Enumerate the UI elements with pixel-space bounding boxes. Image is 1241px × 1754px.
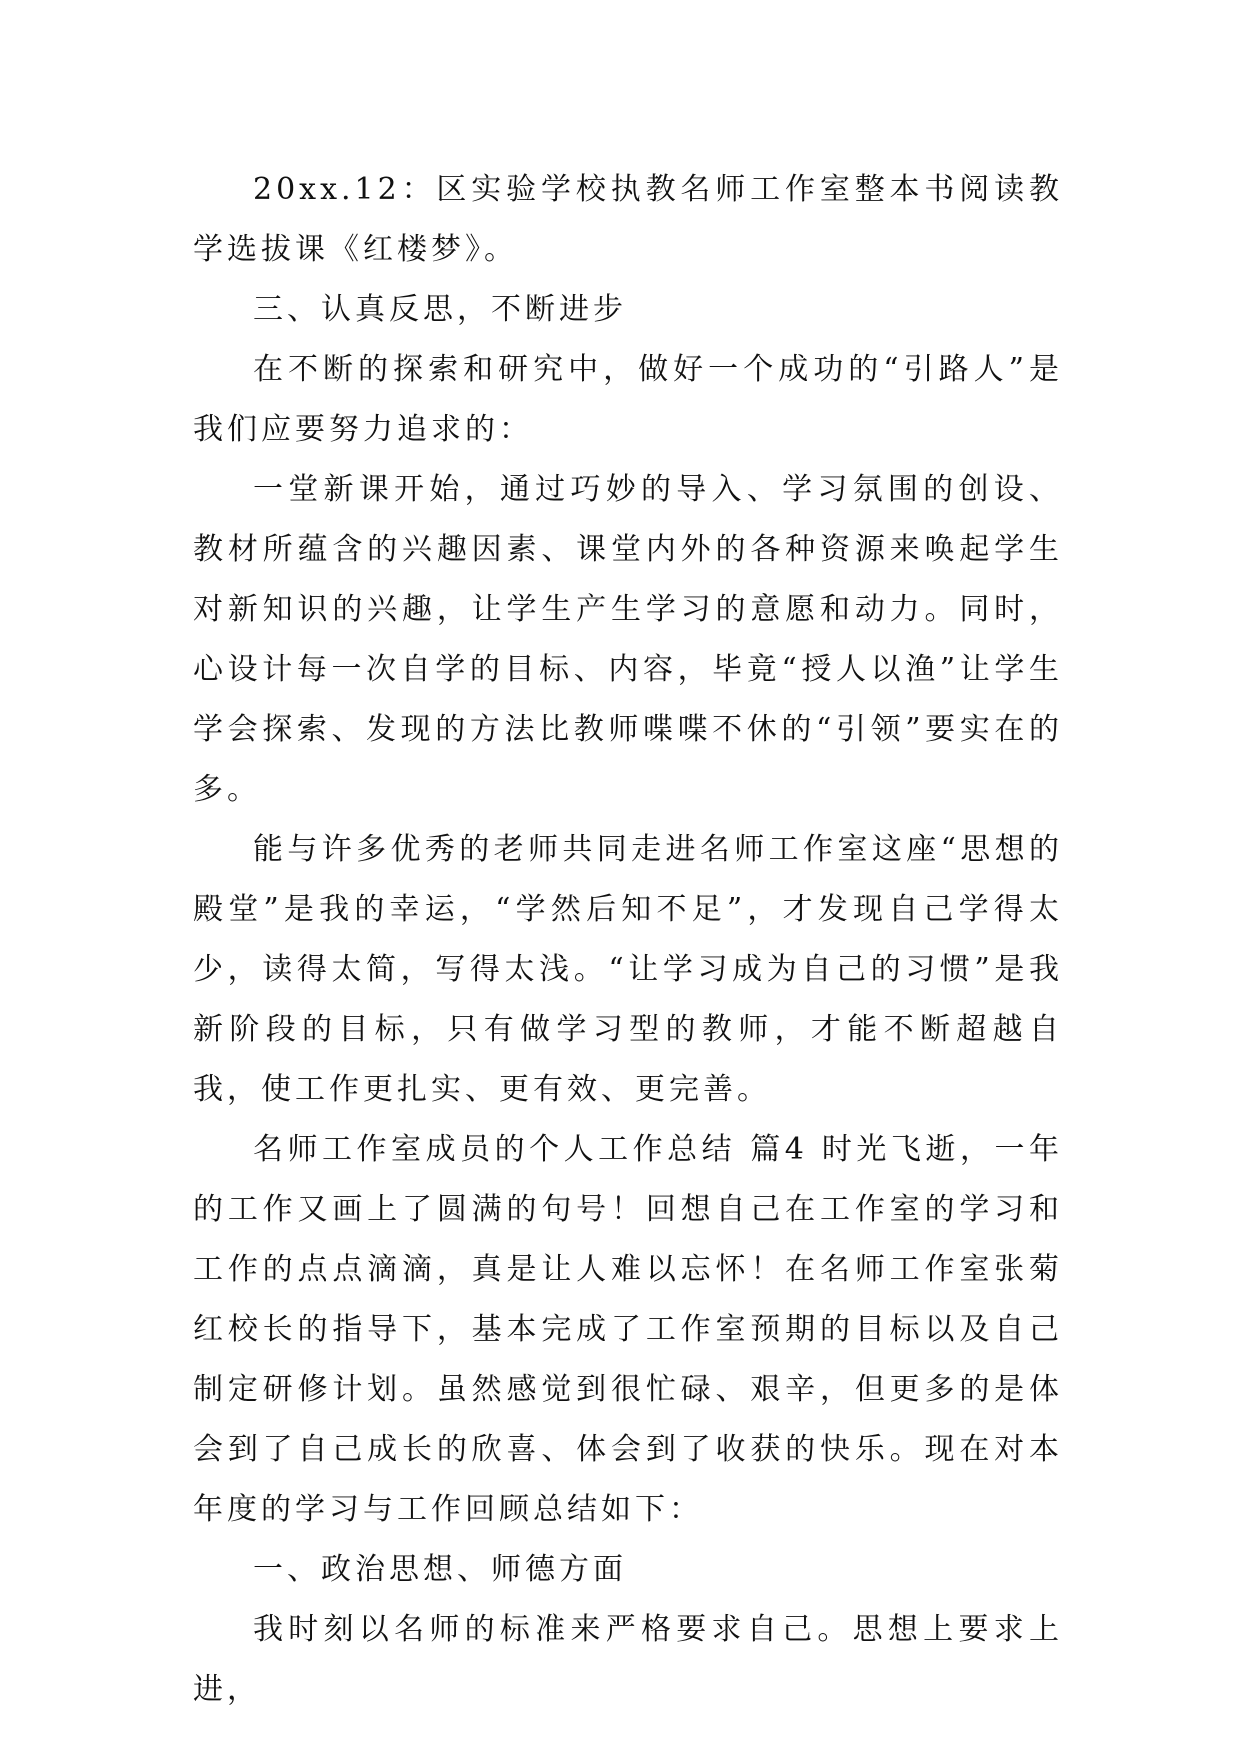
section-heading-reflection: 三、认真反思，不断进步: [253, 292, 627, 327]
section-heading-politics: 一、政治思想、师德方面: [253, 1552, 627, 1587]
paragraph-standards: 我时刻以名师的标准来严格要求自己。思想上要求上进，: [193, 1612, 1063, 1707]
paragraph-exploration: 在不断的探索和研究中，做好一个成功的“引路人”是我们应要努力追求的：: [193, 352, 1063, 447]
paragraph-summary-intro: 名师工作室成员的个人工作总结 篇4 时光飞逝，一年的工作又画上了圆满的句号！回想自己在工作室的学习和工作的点点滴滴，真是让人难以忘怀！在名师工作室张菊红校长的指导下，基本完成了工作室预期的目标以及自己制定研修计划。虽然感觉到很忙碌、艰辛，但更多的是体会到了自己成长的欣喜、体会到了收获的快乐。现在对本年度的学习与工作回顾总结如下：: [193, 1132, 1063, 1527]
document-page: [193, 160, 1063, 1720]
paragraph-date-entry: 20xx.12：区实验学校执教名师工作室整本书阅读教学选拔课《红楼梦》。: [193, 172, 1063, 267]
paragraph-new-lesson: 一堂新课开始，通过巧妙的导入、学习氛围的创设、教材所蕴含的兴趣因素、课堂内外的各种资源来唤起学生对新知识的兴趣，让学生产生学习的意愿和动力。同时，心设计每一次自学的目标、内容，毕竟“授人以渔”让学生学会探索、发现的方法比教师喋喋不休的“引领”要实在的多。: [193, 472, 1063, 807]
paragraph-fortune: 能与许多优秀的老师共同走进名师工作室这座“思想的殿堂”是我的幸运，“学然后知不足”，才发现自己学得太少，读得太简，写得太浅。“让学习成为自己的习惯”是我新阶段的目标，只有做学习型的教师，才能不断超越自我，使工作更扎实、更有效、更完善。: [193, 832, 1063, 1107]
